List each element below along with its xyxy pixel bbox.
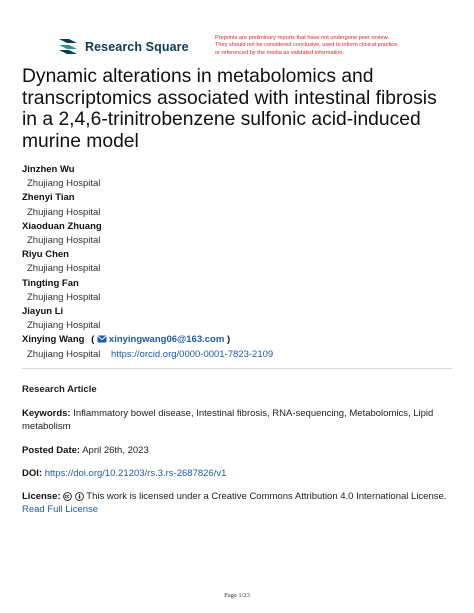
author-affiliation: Zhujiang Hospital: [27, 235, 101, 247]
author-affiliation: Zhujiang Hospital: [27, 320, 101, 332]
license: [22, 490, 452, 516]
posted-date: [22, 444, 452, 457]
page-number: Page 1/23: [224, 592, 250, 599]
author-affiliation: Zhujiang Hospital: [27, 263, 101, 275]
author-name: Riyu Chen: [22, 249, 69, 261]
orcid-link[interactable]: https://orcid.org/0000-0001-7823-2109: [111, 348, 274, 360]
corresponding-author-affiliation-row: [22, 348, 462, 362]
read-full-license-link[interactable]: Read Full License: [22, 504, 99, 515]
author-affiliation: Zhujiang Hospital: [27, 291, 101, 303]
close-paren: ): [226, 334, 231, 346]
title-line: Dynamic alterations in metabolomics and: [22, 66, 374, 87]
keywords-value: Inflammatory bowel disease, Intestinal fibrosis, RNA-sequencing, Metabolomics, Lipid metabolism: [22, 408, 434, 432]
disclaimer-line: Preprints are preliminary reports that have not undergone peer review.: [215, 35, 389, 41]
author-affiliation: Zhujiang Hospital: [27, 178, 101, 190]
disclaimer-line: They should not be considered conclusive, used to inform clinical practice,: [215, 42, 399, 49]
posted-date-value: April 26th, 2023: [82, 445, 149, 456]
author-name: Zhenyi Tian: [22, 192, 75, 204]
author-name: Jiayun Li: [22, 305, 64, 317]
paper-title: [22, 66, 462, 152]
keywords-label: Keywords:: [22, 408, 71, 419]
author-affiliation: Zhujiang Hospital: [27, 206, 101, 218]
preprint-disclaimer: [215, 35, 455, 57]
corresponding-email-link[interactable]: xinyingwang06@163.com: [108, 334, 225, 346]
corresponding-author: [22, 333, 462, 347]
section-divider: [22, 368, 452, 369]
corresponding-author-name: Xinying Wang: [22, 334, 85, 346]
author-name: Tingting Fan: [22, 277, 79, 289]
author-name: Jinzhen Wu: [22, 164, 75, 175]
author-affiliation: Zhujiang Hospital: [27, 348, 101, 360]
by-icon: [75, 492, 84, 501]
research-square-logo-icon: [57, 38, 79, 55]
doi-label: DOI:: [22, 468, 43, 479]
disclaimer-line: or referenced by the media as validated information.: [215, 49, 345, 56]
research-square-logo[interactable]: [57, 38, 189, 55]
license-text: This work is licensed under a Creative Commons Attribution 4.0 International License.: [86, 491, 447, 502]
article-type: Research Article: [22, 384, 97, 395]
posted-date-label: Posted Date:: [22, 445, 81, 456]
cc-icon: [63, 492, 72, 501]
open-paren: (: [91, 334, 95, 346]
author-name: Xiaoduan Zhuang: [22, 220, 102, 232]
envelope-icon: [97, 335, 107, 343]
title-line: in a 2,4,6-trinitrobenzene sulfonic acid-induced: [22, 109, 421, 130]
license-label: License:: [22, 491, 61, 502]
title-line: transcriptomics associated with intestinal fibrosis: [22, 87, 437, 109]
doi: [22, 467, 452, 480]
author-list: [22, 163, 462, 362]
preprint-header: [0, 0, 474, 70]
keywords: [22, 407, 452, 433]
title-line: murine model: [22, 130, 139, 152]
doi-link[interactable]: https://doi.org/10.21203/rs.3.rs-2687826/v1: [44, 468, 227, 479]
logo-text: Research Square: [85, 39, 189, 54]
